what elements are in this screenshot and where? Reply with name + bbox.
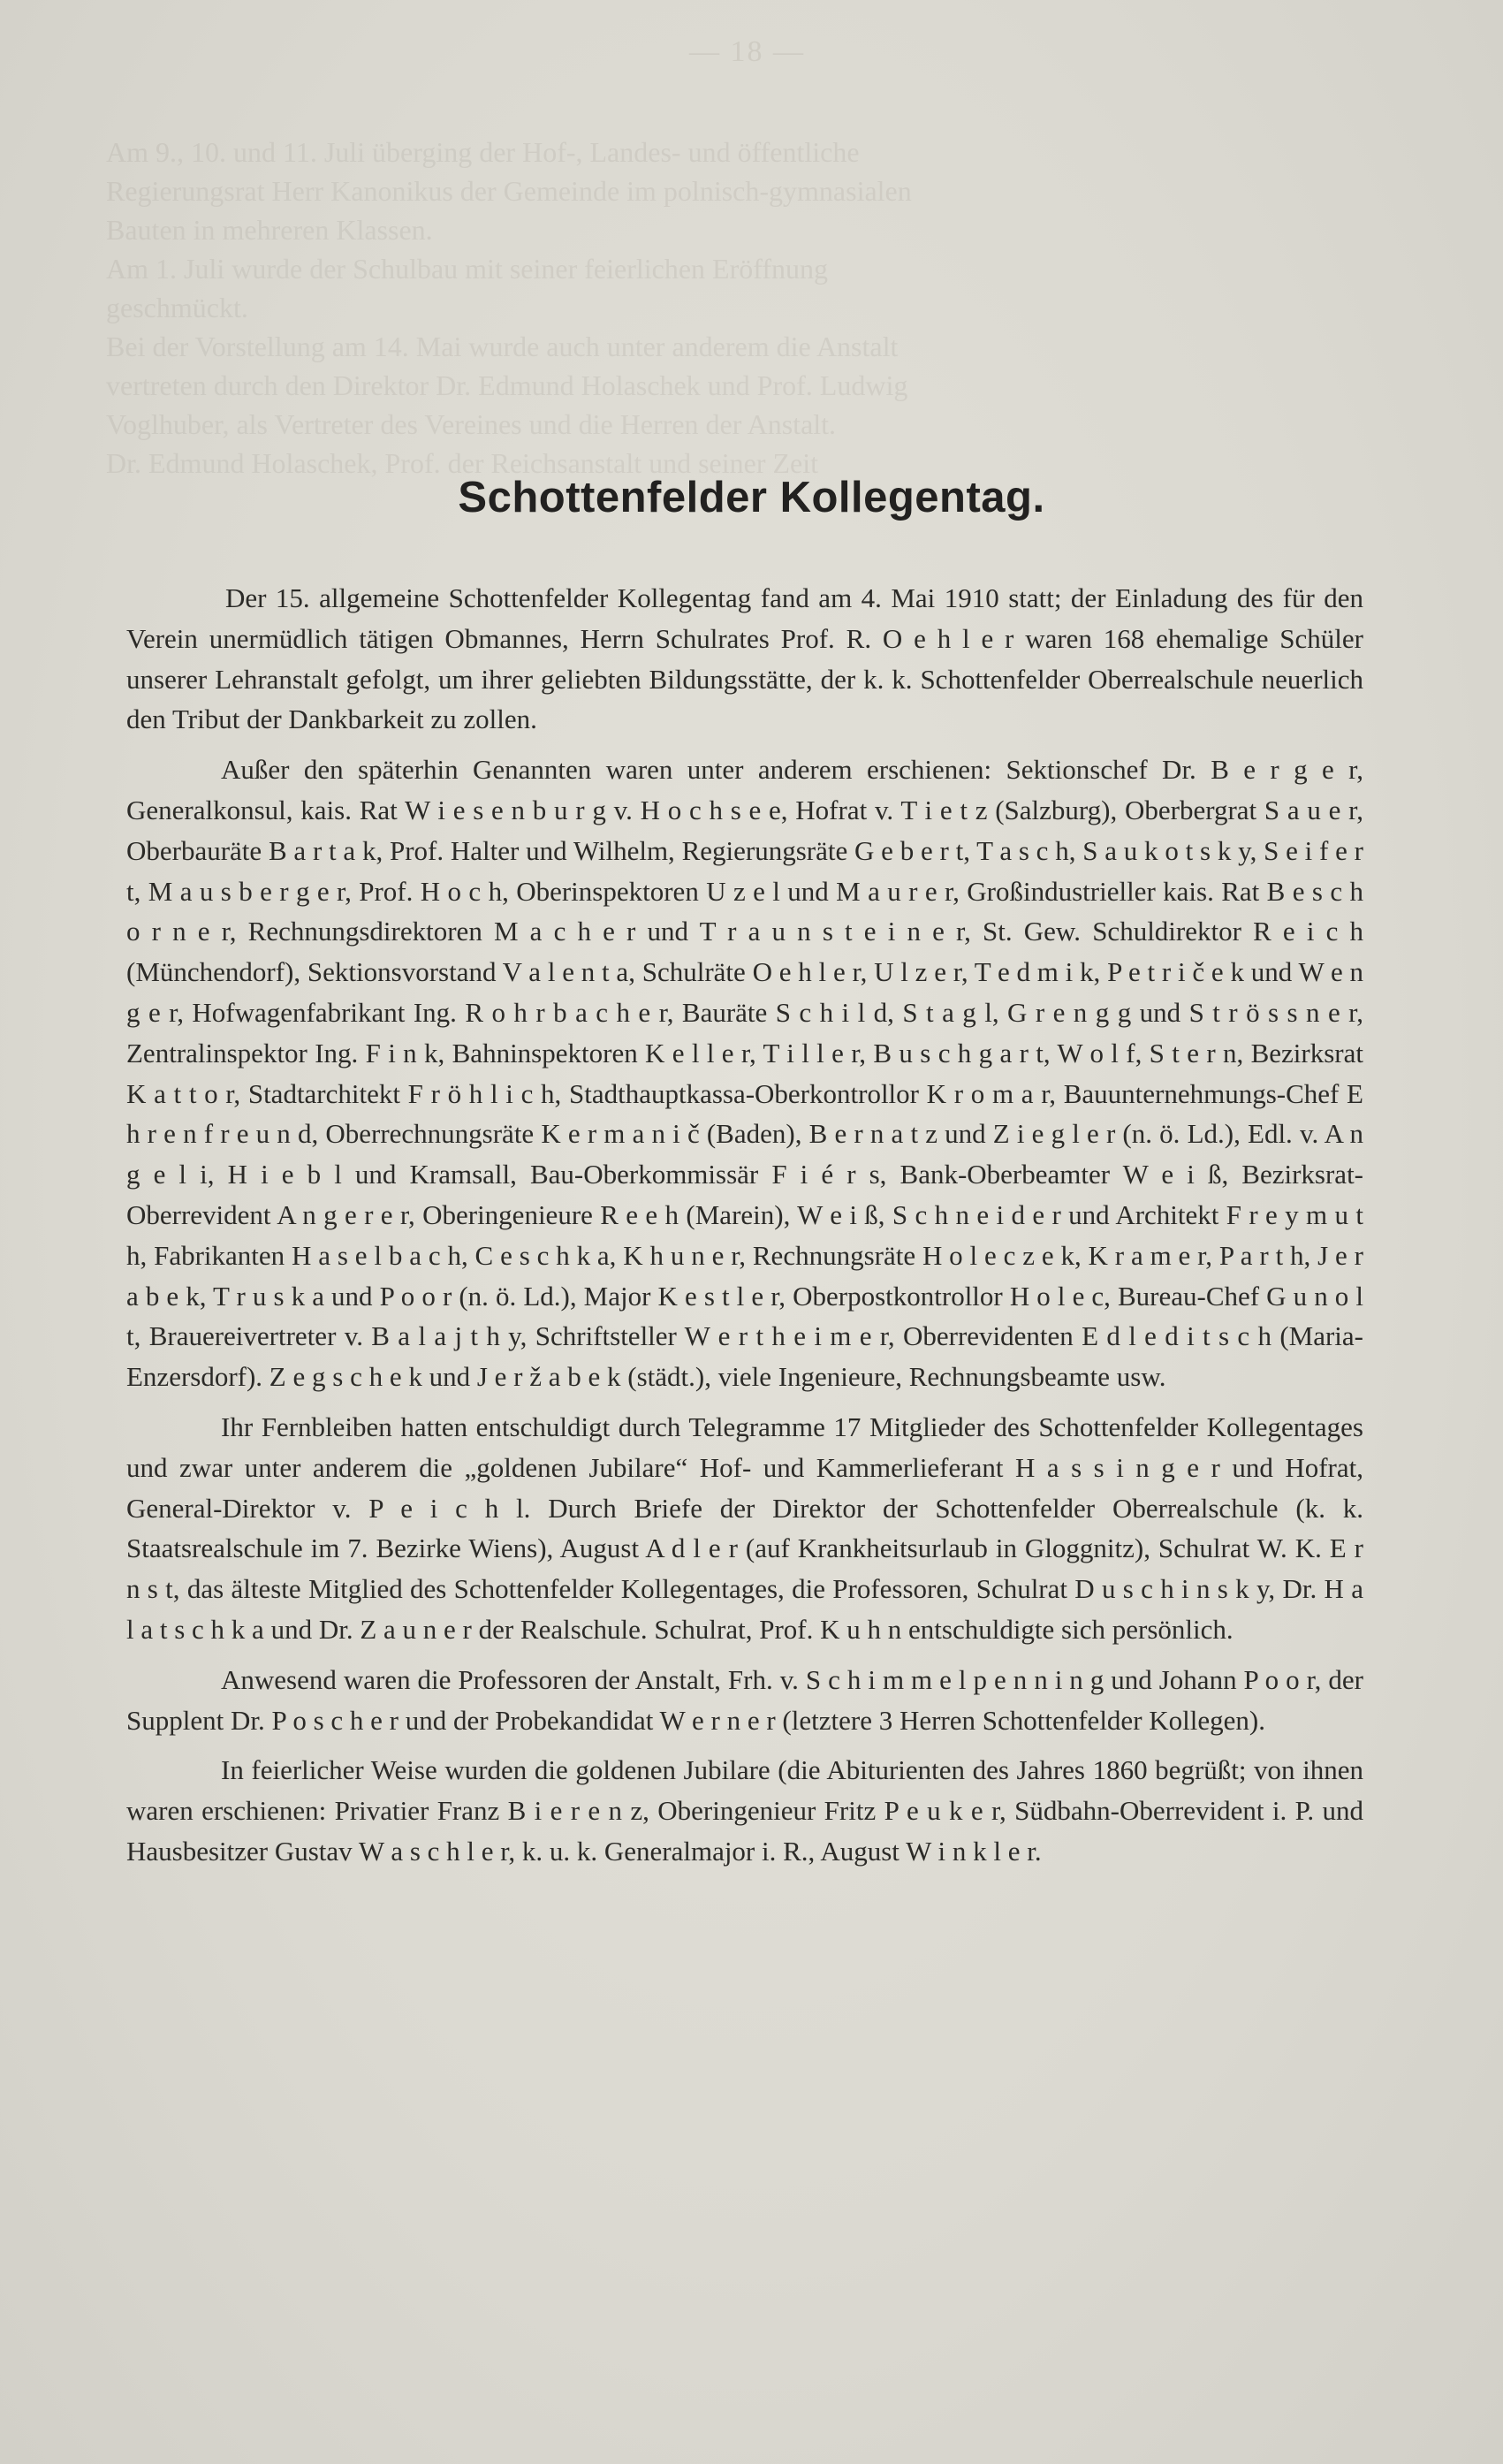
page-title: Schottenfelder Kollegentag. — [458, 474, 1045, 521]
paragraph-apologies: Ihr Fernbleiben hatten entschuldigt durch Telegramme 17 Mitglieder des Schottenfelder Kollegentages und zwar unter anderem die „goldenen Jubilare“ Hof- und Kammerlieferant H a s s i n g e r und Hofrat, General-Direktor v. P e i c h l. Durch Briefe der Direktor der Schottenfelder Oberrealschule (k. k. Staatsrealschule im 7. Bezirke Wiens), August A d l e r (auf Krankheitsurlaub in Gloggnitz), Schulrat W. K. E r n s t, das älteste Mitglied des Schottenfelder Kollegentages, die Professoren, Schulrat D u s c h i n s k y, Dr. H a l a t s c h k a und Dr. Z a u n e r der Realschule. Schulrat, Prof. K u h n entschuldigte sich persönlich. — [126, 1411, 1363, 1645]
paragraph-attendees: Außer den späterhin Genannten waren unter anderem erschienen: Sektionschef Dr. B e r g e r, Generalkonsul, kais. Rat W i e s e n b u r g v. H o c h s e e, Hofrat v. T i e t z (Salzburg), Oberbergrat S a u e r, Oberbauräte B a r t a k, Prof. Halter und Wilhelm, Regierungsräte G e b e r t, T a s c h, S a u k o t s k y, S e i f e r t, M a u s b e r g e r, Prof. H o c h, Oberinspektoren U z e l und M a u r e r, Großindustrieller kais. Rat B e s c h o r n e r, Rechnungsdirektoren M a c h e r und T r a u n s t e i n e r, St. Gew. Schuldirektor R e i c h (Münchendorf), Sektionsvorstand V a l e n t a, Schulräte O e h l e r, U l z e r, T e d m i k, P e t r i č e k und W e n g e r, Hofwagenfabrikant Ing. R o h r b a c h e r, Bauräte S c h i l d, S t a g l, G r e n g g und S t r ö s s n e r, Zentralinspektor Ing. F i n k, Bahninspektoren K e l l e r, T i l l e r, B u s c h g a r t, W o l f, S t e r n, Bezirksrat K a t t o r, Stadtarchitekt F r ö h l i c h, Stadthauptkassa-Oberkontrollor K r o m a r, Bauunternehmungs-Chef E h r e n f r e u n d, Oberrechnungsräte K e r m a n i č (Baden), B e r n a t z und Z i e g l e r (n. ö. Ld.), Edl. v. A n g e l i, H i e b l und Kramsall, Bau-Oberkommissär F i é r s, Bank-Oberbeamter W e i ß, Bezirksrat-Oberrevident A n g e r e r, Oberingenieure R e e h (Marein), W e i ß, S c h n e i d e r und Architekt F r e y m u t h, Fabrikanten H a s e l b a c h, C e s c h k a, K h u n e r, Rechnungsräte H o l e c z e k, K r a m e r, P a r t h, J e r a b e k, T r u s k a und P o o r (n. ö. Ld.), Major K e s t l e r, Oberpostkontrollor H o l e c, Bureau-Chef G u n o l t, Brauereivertreter v. B a l a j t h y, Schriftsteller W e r t h e i m e r, Oberrevidenten E d l e d i t s c h (Maria-Enzersdorf). Z e g s c h e k und J e r ž a b e k (städt.), viele Ingenieure, Rechnungsbeamte usw. — [126, 754, 1363, 1393]
bleed-line: Bei der Vorstellung am 14. Mai wurde auch unter anderem die Anstalt — [106, 331, 899, 362]
bleed-line: geschmückt. — [106, 292, 248, 323]
article-body — [126, 578, 1363, 1882]
bleed-line: Bauten in mehreren Klassen. — [106, 214, 433, 246]
paragraph-opening: Der 15. allgemeine Schottenfelder Kollegentag fand am 4. Mai 1910 statt; der Einladung des für den Verein unermüdlich tätigen Obmannes, Herrn Schulrates Prof. R. O e h l e r waren 168 ehemalige Schüler unserer Lehranstalt gefolgt, um ihrer geliebten Bildungsstätte, der k. k. Schottenfelder Oberrealschule neuerlich den Tribut der Dankbarkeit zu zollen. — [126, 582, 1363, 735]
bleed-line: Am 9., 10. und 11. Juli überging der Hof-, Landes- und öffentliche — [106, 136, 860, 168]
bleed-through-text — [106, 133, 1378, 483]
bleed-line: Voglhuber, als Vertreter des Vereines und die Herren der Anstalt. — [106, 408, 837, 440]
bleed-line: Regierungsrat Herr Kanonikus der Gemeinde im polnisch-gymnasialen — [106, 175, 912, 207]
paragraph-jubilarians: In feierlicher Weise wurden die goldenen Jubilare (die Abiturienten des Jahres 1860 begrüßt; von ihnen waren erschienen: Privatier Franz B i e r e n z, Oberingenieur Fritz P e u k e r, Südbahn-Oberrevident i. P. und Hausbesitzer Gustav W a s c h l e r, k. u. k. Generalmajor i. R., August W i n k l e r. — [126, 1754, 1363, 1867]
bleed-line: vertreten durch den Direktor Dr. Edmund Holaschek und Prof. Ludwig — [106, 369, 908, 401]
page-number: — 18 — — [689, 35, 805, 68]
paragraph-professors: Anwesend waren die Professoren der Anstalt, Frh. v. S c h i m m e l p e n n i n g und Johann P o o r, der Supplent Dr. P o s c h e r und der Probekandidat W e r n e r (letztere 3 Herren Schottenfelder Kollegen). — [126, 1663, 1363, 1736]
bleed-line: Dr. Edmund Holaschek, Prof. der Reichsanstalt und seiner Zeit — [106, 447, 819, 479]
bleed-line: Am 1. Juli wurde der Schulbau mit seiner feierlichen Eröffnung — [106, 253, 828, 285]
